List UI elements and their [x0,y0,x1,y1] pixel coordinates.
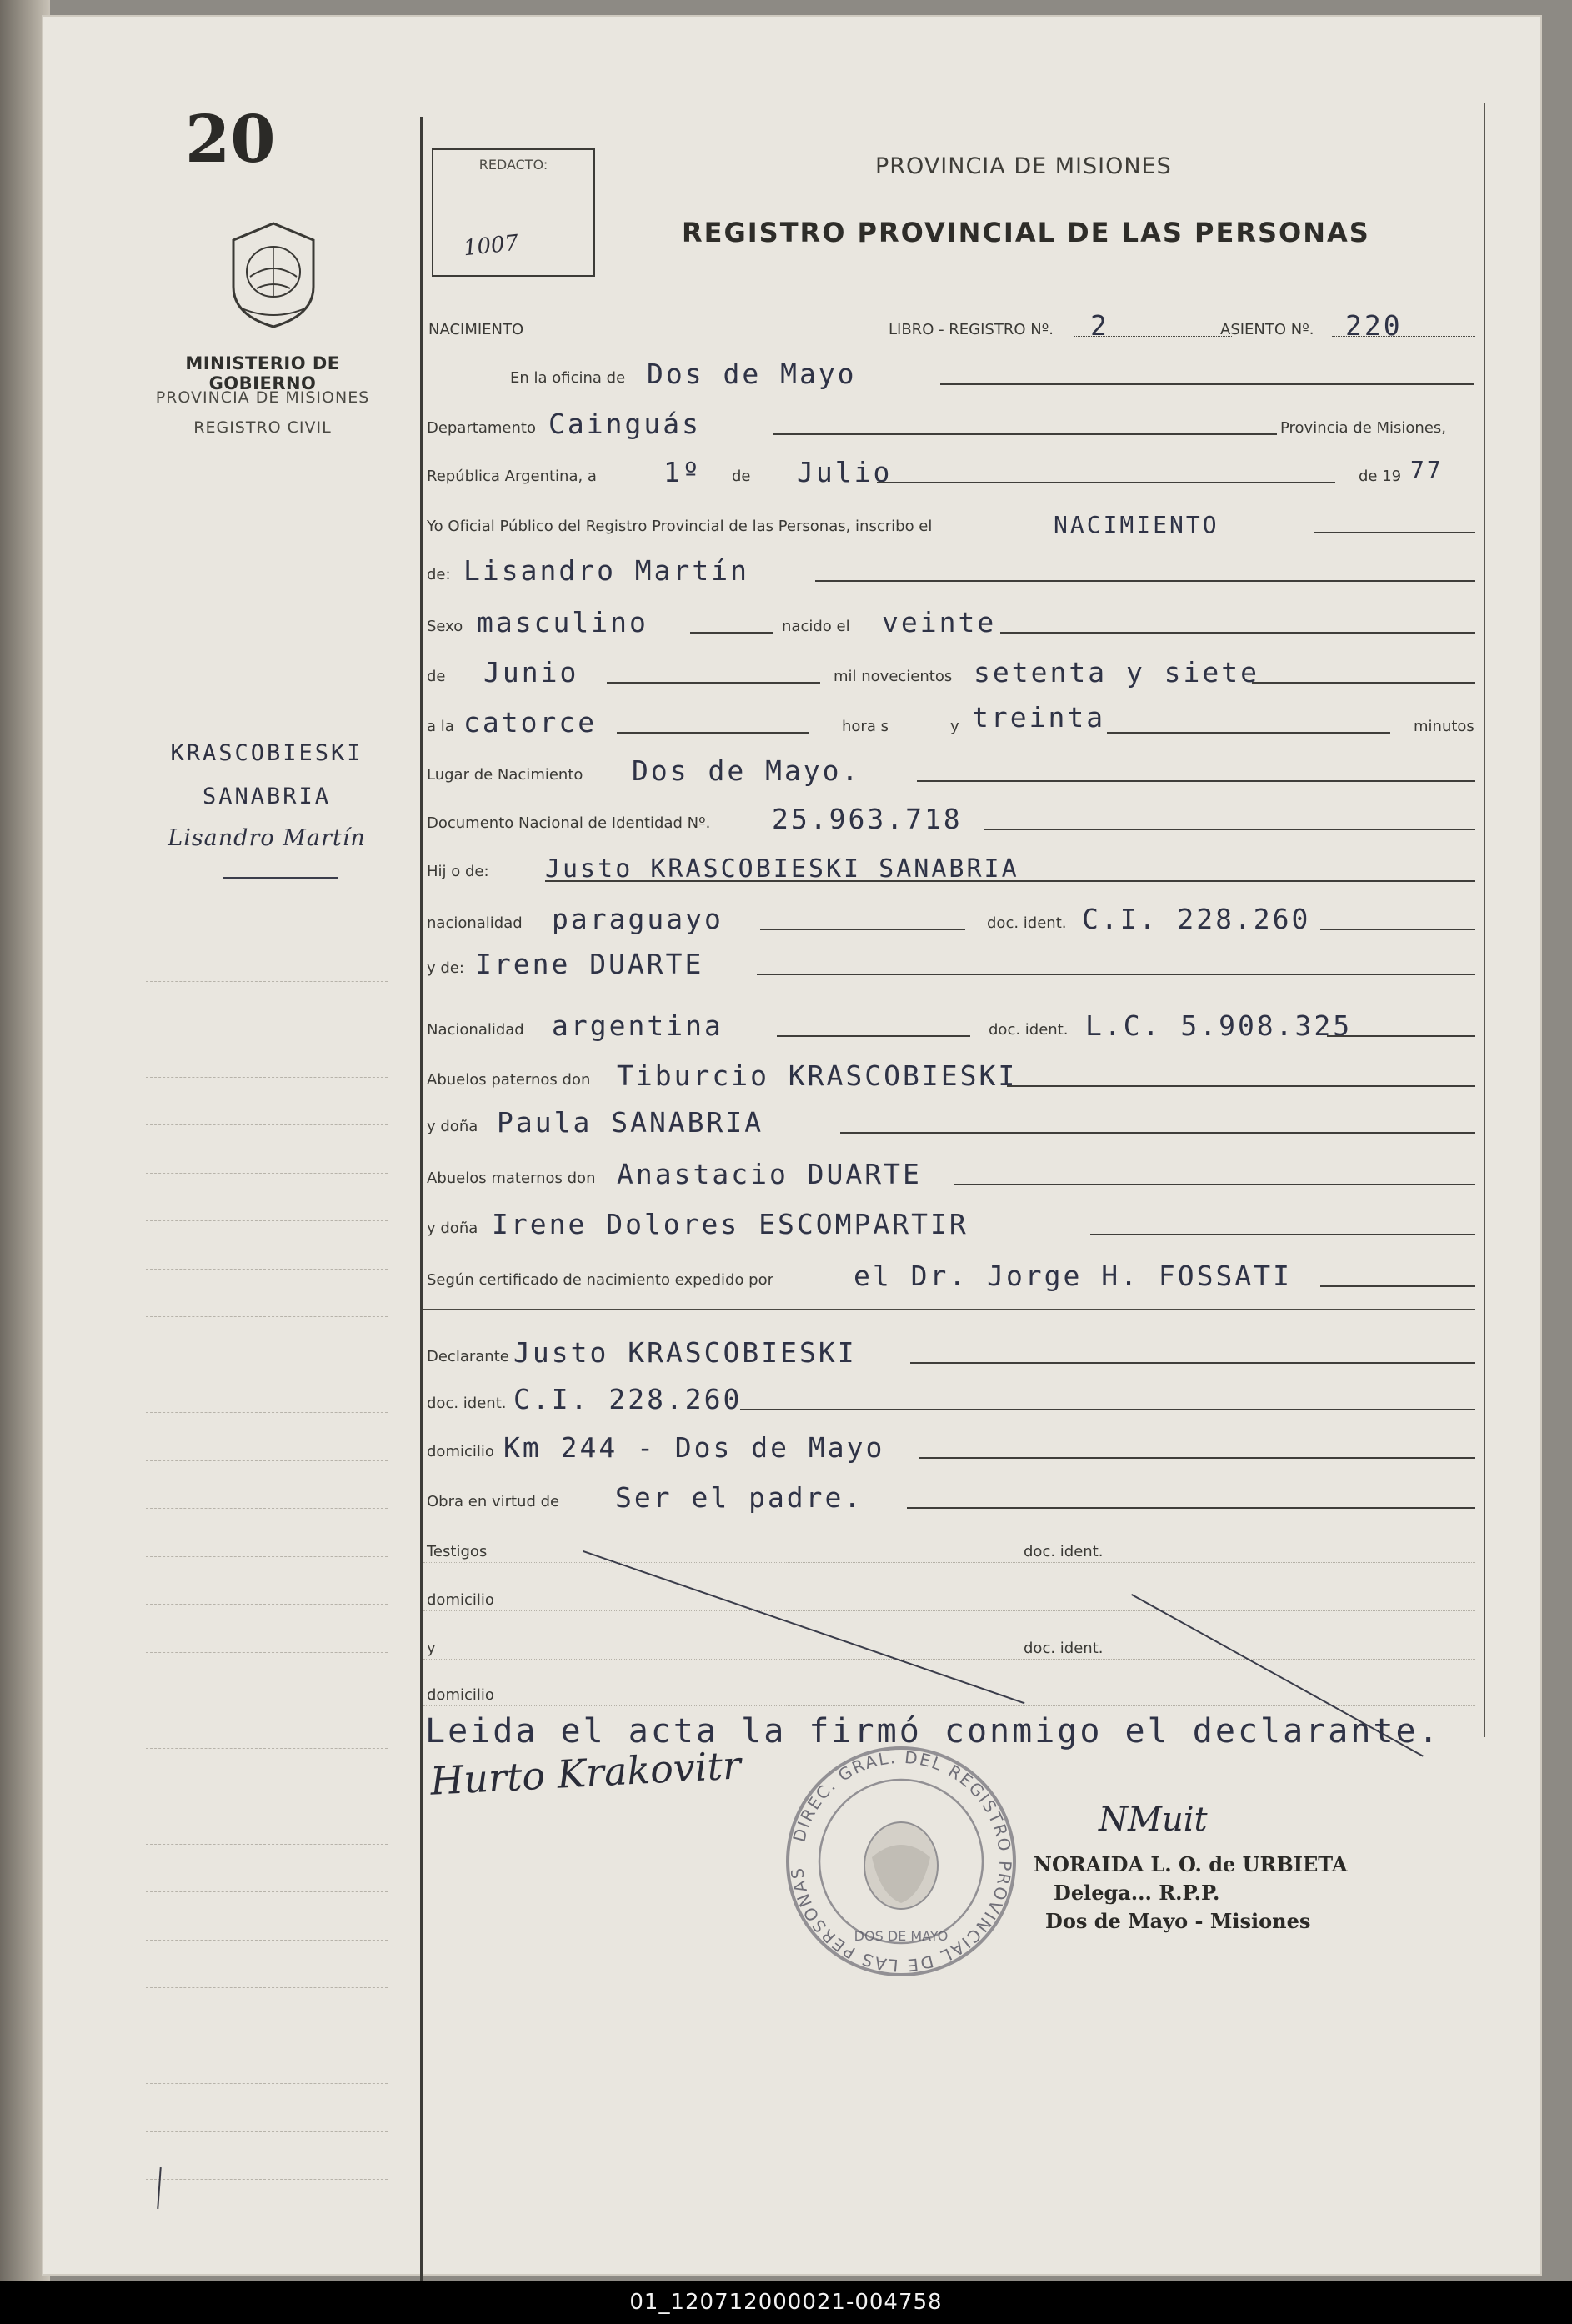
nacido-label: nacido el [782,618,850,635]
margin-ruled-lines [146,934,388,2180]
libro-label: LIBRO - REGISTRO Nº. [889,321,1054,338]
page-number: 20 [185,102,276,178]
ministry-heading: MINISTERIO DE GOBIERNO [185,353,340,393]
y-dona1-label: y doña [427,1118,478,1135]
row-sexo [423,599,1475,640]
redacto-box [432,148,595,277]
docid5-label: doc. ident. [1024,1640,1104,1657]
oficina-label: En la oficina de [510,369,626,387]
oficial-value: NACIMIENTO [1054,511,1219,538]
abuelos-mat-label: Abuelos maternos don [427,1170,596,1187]
lugar-label: Lugar de Nacimiento [427,766,583,784]
y-dona2-label: y doña [427,1220,478,1237]
nacido-value: veinte [882,606,997,639]
y-label: y [950,718,959,735]
province-subheading: PROVINCIA DE MISIONES [155,388,370,407]
docid3-value: C.I. 228.260 [513,1383,743,1415]
obra-label: Obra en virtud de [427,1493,560,1510]
row-maternal-grandmother [423,1200,1475,1242]
image-caption: 01_120712000021-004758 [0,2281,1572,2324]
docid1-label: doc. ident. [987,914,1067,932]
mil-value: setenta y siete [974,656,1260,689]
mil-label: mil novecientos [834,668,953,685]
father-value: Justo KRASCOBIESKI SANABRIA [545,854,1019,884]
dni-value: 25.963.718 [772,803,963,835]
dni-label: Documento Nacional de Identidad Nº. [427,814,711,832]
abuelos-pat-label: Abuelos paternos don [427,1071,591,1089]
nac1-value: paraguayo [552,903,723,935]
row-father [423,844,1475,885]
month-value: Julio [797,456,893,488]
declarant-signature: Hurto Krakovitr [428,1742,743,1804]
docid2-value: L.C. 5.908.325 [1085,1009,1353,1042]
republica-label: República Argentina, a [427,468,597,485]
departamento-value: Cainguás [548,408,701,440]
domicilio-label: domicilio [427,1443,494,1460]
segun-label: Según certificado de nacimiento expedido por [427,1271,774,1289]
margin-divider [420,117,423,2317]
domicilio3-label: domicilio [427,1686,494,1704]
departamento-label: Departamento [427,419,536,437]
asiento-label: ASIENTO Nº. [1220,321,1314,338]
abuelos-pat-value: Tiburcio KRASCOBIESKI [617,1059,1018,1092]
minutos-label: minutos [1414,718,1474,735]
libro-value: 2 [1090,309,1109,342]
registry-seal-icon [780,1740,1022,1982]
margin-note-surname: KRASCOBIESKI [170,740,363,766]
row-oficina [423,350,1475,392]
row-witness-2-address [423,1667,1475,1709]
testigos-label: Testigos [427,1543,488,1560]
sexo-label: Sexo [427,618,463,635]
provincia-suffix: Provincia de Misiones, [1280,419,1446,437]
certificate-extra-line [423,1309,1475,1310]
province-header: PROVINCIA DE MISIONES [875,153,1172,179]
row-mother [423,940,1475,982]
row-paternal-grandfather [423,1052,1475,1094]
nac2-label: Nacionalidad [427,1021,524,1039]
hora-value: catorce [463,706,598,739]
row-nationality-mother [423,1002,1475,1044]
minutos-value: treinta [972,701,1106,734]
a-la-label: a la [427,718,454,735]
domicilio2-label: domicilio [427,1591,494,1609]
de2-label: de [427,668,446,685]
row-nationality-father [423,895,1475,937]
y-dona1-value: Paula SANABRIA [497,1106,764,1139]
year-value: 77 [1410,456,1444,483]
row-witness-2 [423,1620,1475,1662]
row-departamento [423,400,1475,442]
year-prefix: de 19 [1359,468,1402,485]
official-signature: NMuit [1099,1801,1208,1839]
record-type-label: NACIMIENTO [428,321,524,338]
margin-note-given-name: Lisandro Martín [168,825,366,851]
margin-note-second-surname: SANABRIA [202,784,332,809]
row-record-info [423,302,1475,343]
registry-header: REGISTRO PROVINCIAL DE LAS PERSONAS [682,217,1370,248]
official-place: Dos de Mayo - Misiones [1045,1909,1311,1933]
y-de-label: y de: [427,959,464,977]
seal-inner-text: DOS DE MAYO [854,1928,949,1944]
seal-text: DIREC. GRAL. DEL REGISTRO PROVINCIAL DE LAS PERSONAS [787,1746,1016,1976]
lugar-value: Dos de Mayo. [632,754,861,787]
horas-label: hora s [842,718,889,735]
provincial-emblem-icon [223,218,323,330]
row-name [423,547,1475,589]
de-label: de [732,468,751,485]
row-obra [423,1474,1475,1515]
name-value: Lisandro Martín [463,554,750,587]
margin-note-underline [223,877,338,879]
day-value: 1º [663,456,702,488]
redacto-initials: 1007 [462,230,520,262]
row-paternal-grandmother [423,1099,1475,1140]
declarante-label: Declarante [427,1348,509,1365]
segun-value: el Dr. Jorge H. FOSSATI [854,1260,1292,1292]
official-title: Delega... R.P.P. [1054,1881,1220,1905]
row-birth-year [423,649,1475,690]
oficial-label: Yo Oficial Público del Registro Provincial de las Personas, inscribo el [427,518,933,535]
row-declarant-id [423,1375,1475,1417]
redacto-label: REDACTO: [478,157,548,173]
row-fecha [423,448,1475,490]
sexo-value: masculino [477,606,648,639]
birth-month-value: Junio [483,656,579,689]
docid3-label: doc. ident. [427,1395,507,1412]
row-lugar [423,747,1475,789]
asiento-value: 220 [1345,309,1403,342]
row-certificate [423,1252,1475,1294]
row-maternal-grandfather [423,1150,1475,1192]
docid4-label: doc. ident. [1024,1543,1104,1560]
hijo-label: Hij o de: [427,863,489,880]
row-declarant-address [423,1424,1475,1465]
nac2-value: argentina [552,1009,723,1042]
y2-label: y [427,1640,436,1657]
docid1-value: C.I. 228.260 [1082,903,1311,935]
y-dona2-value: Irene Dolores ESCOMPARTIR [492,1208,969,1240]
row-dni [423,795,1475,837]
declarante-value: Justo KRASCOBIESKI [513,1336,857,1369]
row-oficial [423,498,1475,540]
mother-value: Irene DUARTE [475,948,704,980]
row-hora [423,699,1475,740]
nac1-label: nacionalidad [427,914,523,932]
oficina-value: Dos de Mayo [647,358,857,390]
domicilio-value: Km 244 - Dos de Mayo [503,1431,885,1464]
obra-value: Ser el padre. [615,1481,864,1514]
official-name: NORAIDA L. O. de URBIETA [1034,1852,1348,1876]
registry-subheading: REGISTRO CIVIL [193,418,332,437]
docid2-label: doc. ident. [989,1021,1069,1039]
closing-statement: Leida el acta la firmó conmigo el declarante. [425,1712,1441,1751]
right-border [1484,103,1485,1737]
row-witness-1 [423,1524,1475,1565]
abuelos-mat-value: Anastacio DUARTE [617,1158,922,1190]
de-name-label: de: [427,566,451,584]
row-declarant [423,1329,1475,1370]
row-witness-1-address [423,1572,1475,1614]
